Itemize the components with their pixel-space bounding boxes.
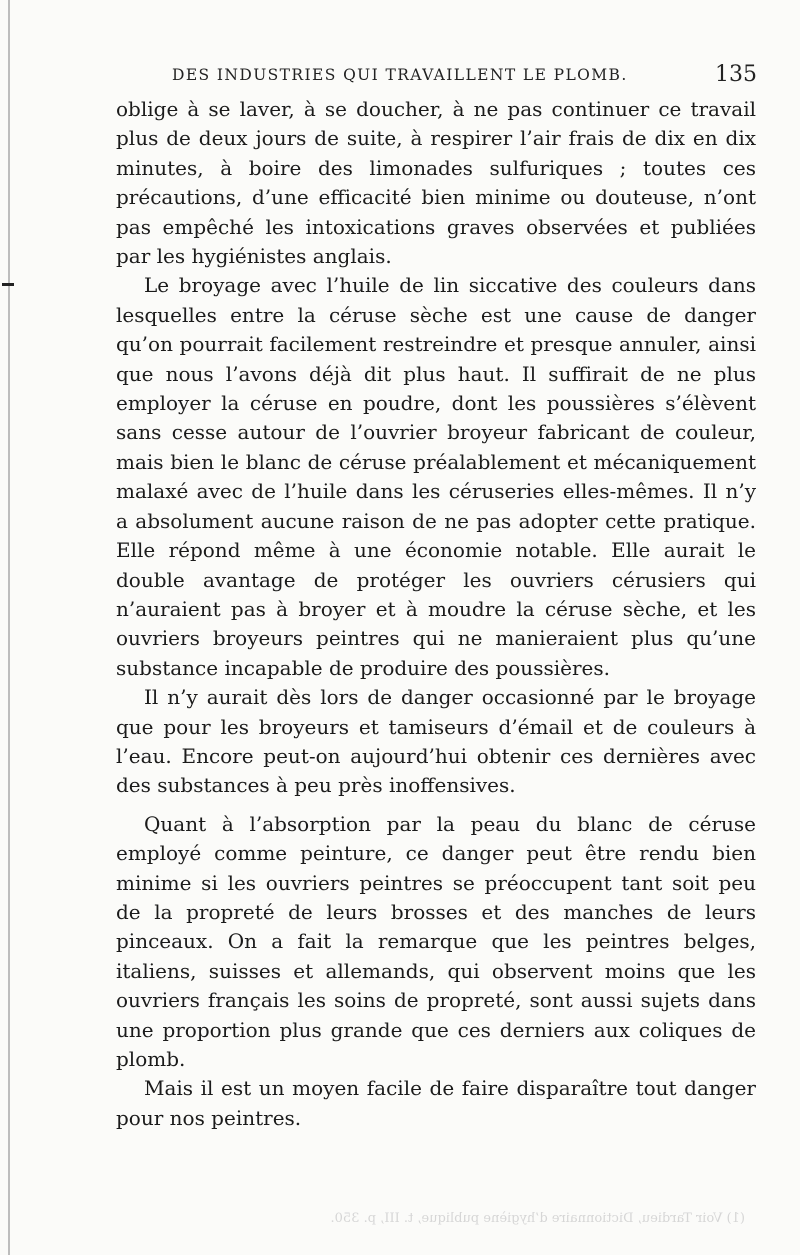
- show-through-footnote: (1) Voir Tardieu, Dictionnaire d’hygiène publique, t. III, p. 350.: [330, 1211, 745, 1226]
- edge-mark: [2, 283, 14, 286]
- paragraph: Le broyage avec l’huile de lin siccative des couleurs dans lesquelles entre la céruse sèche est une cause de danger qu’on pourrait facilement restreindre et presque annuler, ainsi que nous l’avons déjà dit plus haut. Il suffirait de ne plus employer la céruse en poudre, dont les poussières s’élèvent sans cesse autour de l’ouvrier broyeur fabricant de couleur, mais bien le blanc de céruse préalablement et mécaniquement malaxé avec de l’huile dans les céruseries elles-mêmes. Il n’y a absolument aucune raison de ne pas adopter cette pratique. Elle répond même à une économie notable. Elle aurait le double avantage de protéger les ouvriers cérusiers qui n’auraient pas à broyer et à moudre la céruse sèche, et les ouvriers broyeurs peintres qui ne manieraient plus qu’une substance incapable de produire des poussières.: [116, 273, 756, 680]
- running-title: DES INDUSTRIES QUI TRAVAILLENT LE PLOMB.: [172, 66, 628, 84]
- page-binding-edge: [8, 0, 10, 1255]
- page-number: 135: [715, 62, 757, 87]
- body-text: [116, 95, 756, 1133]
- paragraph: Quant à l’absorption par la peau du blanc de céruse employé comme peinture, ce danger peut être rendu bien minime si les ouvriers peintres se préoccupent tant soit peu de la propreté de leurs brosses et des manches de leurs pinceaux. On a fait la remarque que les peintres belges, italiens, suisses et allemands, qui observent moins que les ouvriers français les soins de propreté, sont aussi sujets dans une proportion plus grande que ces derniers aux coliques de plomb.: [116, 811, 756, 1071]
- page-header: [110, 62, 765, 90]
- paragraph: Mais il est un moyen facile de faire disparaître tout danger pour nos peintres.: [116, 1076, 756, 1130]
- paragraph: Il n’y aurait dès lors de danger occasionné par le broyage que pour les broyeurs et tamiseurs d’émail et de couleurs à l’eau. Encore peut-on aujourd’hui obtenir ces dernières avec des substances à peu près inoffensives.: [116, 685, 756, 798]
- paragraph: oblige à se laver, à se doucher, à ne pas continuer ce travail plus de deux jours de suite, à respirer l’air frais de dix en dix minutes, à boire des limonades sulfuriques ; toutes ces précautions, d’une efficacité bien minime ou douteuse, n’ont pas empêché les intoxications graves observées et publiées par les hygiénistes anglais.: [116, 97, 756, 269]
